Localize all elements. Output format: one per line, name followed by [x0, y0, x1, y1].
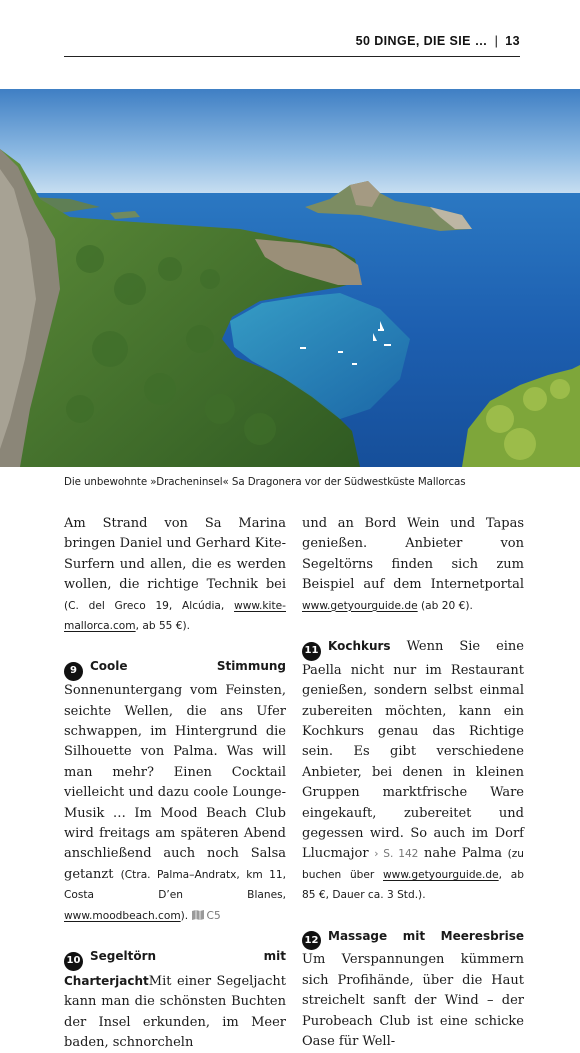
item-number-badge: 12: [302, 931, 321, 950]
photo-caption: Die unbewohnte »Dracheninsel« Sa Dragonera vor der Südwestküste Mallorcas: [64, 476, 466, 488]
item-9-title: Coole Stimmung: [90, 659, 286, 674]
item-number-badge: 9: [64, 662, 83, 681]
item-10-paragraph-start: [64, 946, 286, 1053]
text-column-right: [302, 514, 524, 1052]
page-number: 13: [505, 34, 520, 48]
item-number-badge: 11: [302, 642, 321, 661]
item-10-text-left: Mit einer Segeljacht kann man die schönsten Buchten der Insel erkunden, im Meer baden, schnorcheln: [64, 973, 286, 1050]
item-number-badge: 10: [64, 952, 83, 971]
item-11-info-close: , ab 85 €, Dauer ca. 3 Std.).: [302, 868, 524, 902]
landscape-photo: [0, 89, 580, 467]
sa-dragonera-illustration: [0, 89, 580, 467]
item-11-text: Wenn Sie eine Paella nicht nur im Restaurant genießen, sondern selbst einmal zubereiten möchten, kann ein Kochkurs genau das Richtige sein. Es gibt verschiedene Anbieter, bei denen in kleinen Gruppen marktfrische Ware eingekauft, zubereitet und gegessen wird. So auch im Dorf Llucmajor: [302, 639, 524, 862]
intro-text: Am Strand von Sa Marina bringen Daniel und Gerhard Kite-Surfern und allen, die es werden wollen, die richtige Technik bei: [64, 516, 286, 593]
page-cross-reference[interactable]: › S. 142: [374, 848, 419, 861]
item-12-title: Massage mit Meeresbrise: [328, 928, 524, 943]
item-11-title: Kochkurs: [328, 639, 391, 654]
header-separator: |: [494, 34, 499, 48]
item-10-title: Segeltörn mit Charterjacht: [64, 949, 286, 988]
item-9-info-close: ).: [180, 909, 192, 922]
moodbeach-link[interactable]: www.moodbeach.com: [64, 909, 181, 922]
header-rule: [64, 56, 520, 57]
item-9-info: (Ctra. Palma–Andratx, km 11, Costa D’en Blanes,: [64, 868, 286, 902]
running-title: 50 DINGE, DIE SIE …: [355, 34, 488, 48]
intro-paragraph: [64, 514, 286, 636]
intro-info-close: , ab 55 €).: [135, 620, 191, 633]
getyourguide-link[interactable]: www.getyourguide.de: [302, 599, 418, 612]
text-column-left: [64, 514, 286, 1053]
map-grid-ref: C5: [206, 909, 221, 922]
item-9-text: Sonnenuntergang vom Feinsten, seichte Wellen, die ans Ufer schwappen, im Hintergrund die Silhouette von Palma. Was will man mehr? Einen Cocktail vielleicht und dazu coole Lounge-Musik … Im Mood Beach Club wird freitags am späteren Abend anschließend auch noch Salsa getanzt: [64, 683, 286, 882]
getyourguide-link-2[interactable]: www.getyourguide.de: [383, 868, 499, 881]
map-icon: [192, 910, 204, 920]
item-9-paragraph: [64, 656, 286, 926]
item-10-text-right: und an Bord Wein und Tapas genießen. Anbieter von Segeltörns finden sich zum Beispiel auf dem Internetportal: [302, 516, 524, 593]
item-12-text: Um Verspannungen kümmern sich Profihände, über die Haut streichelt sanft der Wind – der Purobeach Club ist eine schicke Oase für Well-: [302, 952, 524, 1049]
item-12-paragraph: [302, 926, 524, 1053]
map-reference: [192, 910, 221, 922]
intro-info: (C. del Greco 19, Alcúdia,: [64, 599, 235, 612]
item-10-info: (ab 20 €).: [417, 599, 473, 612]
item-11-text-2: nahe Palma: [418, 846, 508, 862]
item-11-paragraph: [302, 636, 524, 906]
item-11-info: (zu buchen über: [302, 848, 524, 881]
kite-mallorca-link[interactable]: www.kite-mallorca.com: [64, 599, 286, 633]
running-header: [356, 34, 520, 48]
item-10-paragraph-end: [302, 514, 524, 616]
